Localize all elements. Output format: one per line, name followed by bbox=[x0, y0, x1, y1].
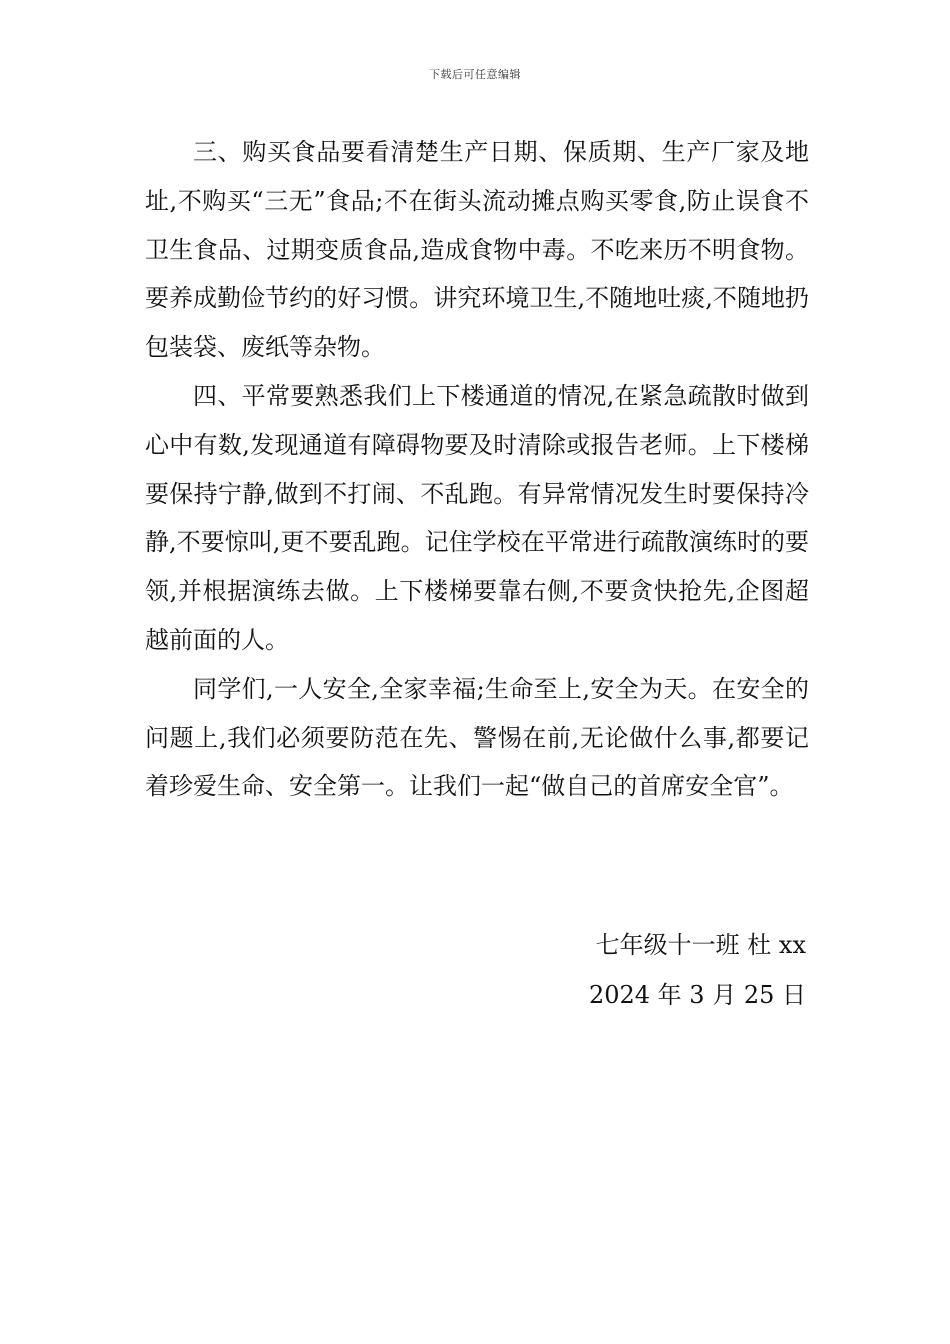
signature-date: 2024 年 3 月 25 日 bbox=[588, 981, 806, 1009]
paragraph-food-safety: 三、购买食品要看清楚生产日期、保质期、生产厂家及地址,不购买“三无”食品;不在街头流动摊点购买零食,防止误食不卫生食品、过期变质食品,造成食物中毒。不吃来历不明食物。要养成勤俭节约的好习惯。讲究环境卫生,不随地吐痰,不随地扔包装袋、废纸等杂物。 bbox=[145, 138, 809, 362]
page-header-note: 下载后可任意编辑 bbox=[429, 68, 521, 81]
paragraph-stair-safety: 四、平常要熟悉我们上下楼通道的情况,在紧急疏散时做到心中有数,发现通道有障碍物要及时清除或报告老师。上下楼梯要保持宁静,做到不打闹、不乱跑。有异常情况发生时要保持冷静,不要惊叫,更不要乱跑。记住学校在平常进行疏散演练时的要领,并根据演练去做。上下楼梯要靠右侧,不要贪快抢先,企图超越前面的人。 bbox=[145, 381, 809, 654]
signature-block bbox=[589, 920, 806, 1020]
signature-author: 七年级十一班 杜 xx bbox=[595, 931, 806, 959]
document-body bbox=[145, 128, 809, 811]
paragraph-closing: 同学们,一人安全,全家幸福;生命至上,安全为天。在安全的问题上,我们必须要防范在先、警惕在前,无论做什么事,都要记着珍爱生命、安全第一。让我们一起“做自己的首席安全官”。 bbox=[145, 674, 809, 801]
